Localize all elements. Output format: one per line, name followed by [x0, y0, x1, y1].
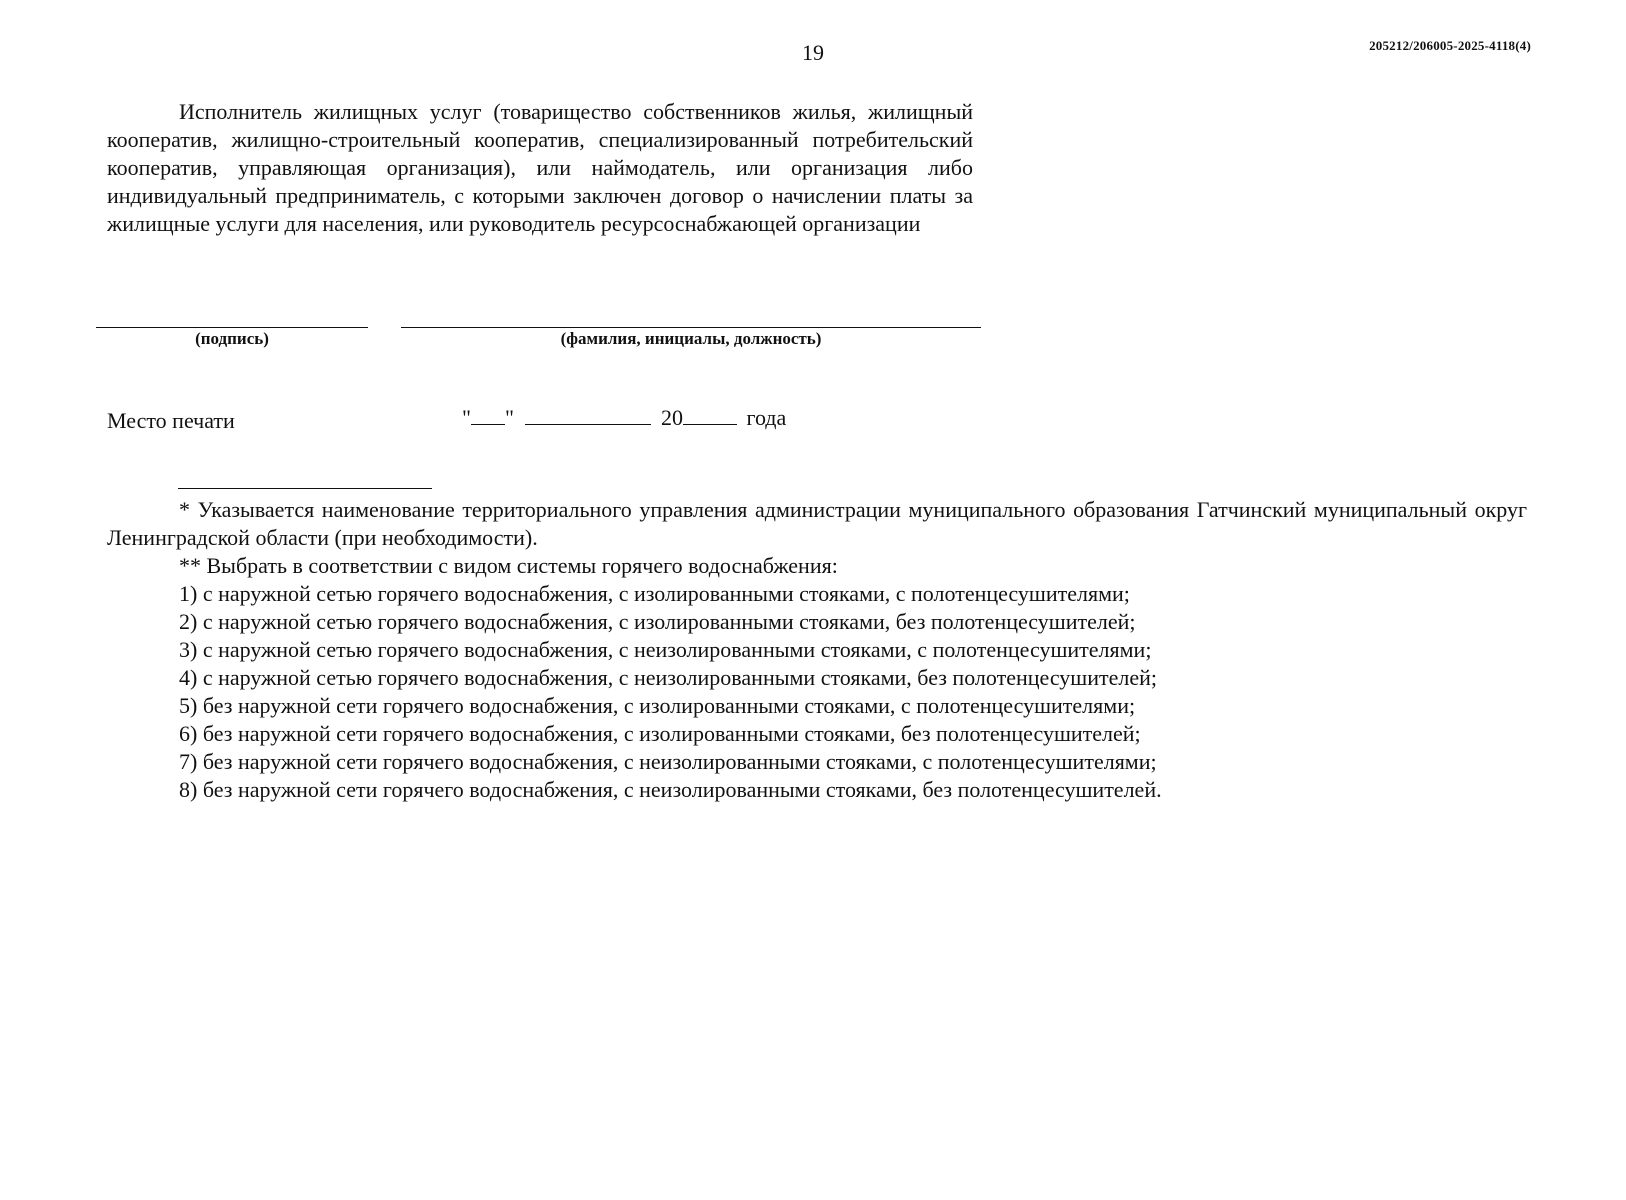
document-code: 205212/206005-2025-4118(4)	[1369, 38, 1531, 53]
year-prefix: 20	[660, 405, 683, 430]
date-row	[462, 405, 786, 431]
list-item: 1) с наружной сетью горячего водоснабжения, с изолированными стояками, с полотенцесушителями;	[179, 581, 1130, 606]
date-quote-close: "	[504, 405, 514, 430]
year-blank	[683, 406, 737, 425]
list-item: 2) с наружной сетью горячего водоснабжения, с изолированными стояками, без полотенцесушителей;	[179, 609, 1136, 634]
list-item: 4) с наружной сетью горячего водоснабжения, с неизолированными стояками, без полотенцесушителей;	[179, 665, 1158, 690]
footnote-territorial: * Указывается наименование территориального управления администрации муниципального образования Гатчинский муниципальный округ Ленинградской области (при необходимости).	[107, 497, 1527, 550]
month-blank	[525, 406, 651, 425]
date-quote-open: "	[462, 405, 471, 430]
name-line	[401, 327, 981, 328]
list-item: 5) без наружной сети горячего водоснабжения, с изолированными стояками, с полотенцесушителями;	[179, 693, 1136, 718]
footnotes	[107, 496, 1527, 804]
signature-caption: (подпись)	[195, 329, 269, 348]
executor-paragraph: Исполнитель жилищных услуг (товарищество собственников жилья, жилищный кооператив, жилищно-строительный кооператив, специализированный потребительский кооператив, управляющая организация), или наймодатель, или организация либо индивидуальный предприниматель, с которыми заключен договор о начислении платы за жилищные услуги для населения, или руководитель ресурсоснабжающей организации	[107, 99, 973, 236]
day-blank	[471, 406, 505, 425]
year-suffix: года	[746, 405, 787, 430]
list-item: 7) без наружной сети горячего водоснабжения, с неизолированными стояками, с полотенцесушителями;	[179, 749, 1157, 774]
list-item: 6) без наружной сети горячего водоснабжения, с изолированными стояками, без полотенцесушителей;	[179, 721, 1141, 746]
list-item: 3) с наружной сетью горячего водоснабжения, с неизолированными стояками, с полотенцесушителями;	[179, 637, 1152, 662]
name-caption: (фамилия, инициалы, должность)	[560, 329, 822, 348]
signature-line	[96, 327, 368, 328]
footnote-separator	[178, 488, 432, 489]
page-number: 19	[802, 40, 824, 65]
list-item: 8) без наружной сети горячего водоснабжения, с неизолированными стояками, без полотенцесушителей.	[179, 777, 1162, 802]
footnote-hot-water-intro: ** Выбрать в соответствии с видом системы горячего водоснабжения:	[179, 553, 838, 578]
stamp-label: Место печати	[107, 408, 235, 433]
